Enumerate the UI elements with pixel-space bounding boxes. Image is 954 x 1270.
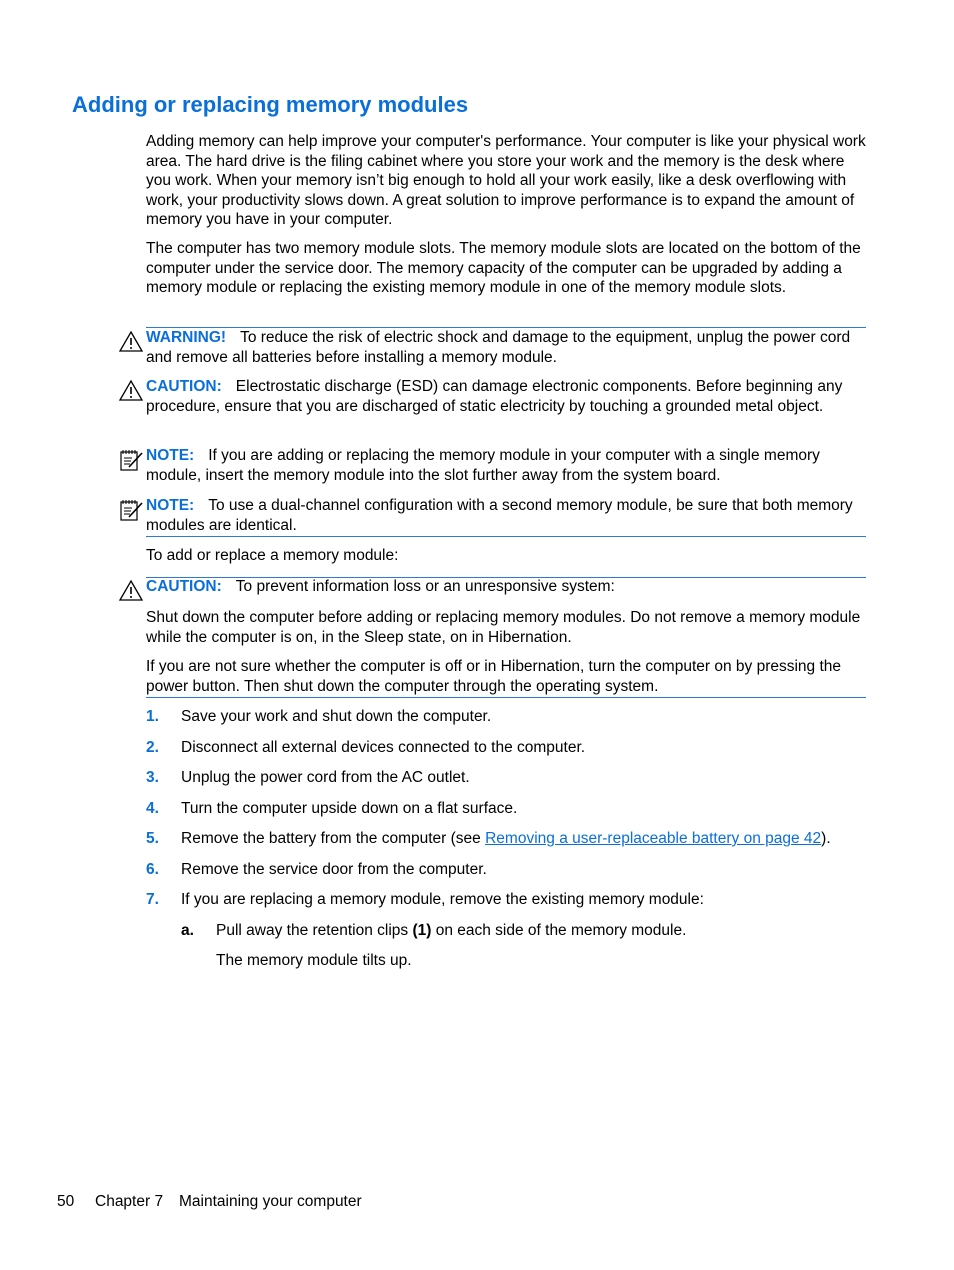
caution-label: CAUTION: [146,378,222,395]
substep-text-after: on each side of the memory module. [431,922,687,939]
step-number: 2. [146,739,159,756]
caution-paragraph-1: Shut down the computer before adding or replacing memory modules. Do not remove a memory module while the computer is on, in the Sleep state, on in Hibernation. [146,609,861,646]
substep-result: The memory module tilts up. [216,952,412,969]
callout-number: (1) [412,922,432,939]
step-text: If you are replacing a memory module, remove the existing memory module: [181,891,704,908]
intro-paragraph-2: The computer has two memory module slots. The memory module slots are located on the bottom of the computer under the service door. The memory capacity of the computer can be upgraded by adding a memory module or replacing the existing memory module in one of the memory module slots. [146,240,861,296]
footer-chapter-title: Maintaining your computer [179,1193,362,1210]
step-text [181,829,831,849]
notice-rule-bottom [146,536,866,537]
battery-page-link[interactable]: Removing a user-replaceable battery on page 42 [485,830,822,847]
caution-triangle-icon [118,379,144,403]
section-heading: Adding or replacing memory modules [72,92,469,117]
step-text: Save your work and shut down the computer. [181,708,492,725]
caution-info-loss-notice [146,577,866,597]
caution-paragraph-2: If you are not sure whether the computer is off or in Hibernation, turn the computer on by pressing the power button. Then shut down the computer through the operating system. [146,658,842,695]
lead-in-text: To add or replace a memory module: [146,547,399,564]
note-icon [118,498,144,522]
intro-paragraph-1: Adding memory can help improve your computer's performance. Your computer is like your physical work area. The hard drive is the filing cabinet where you store your work and the memory is the desk where you work. When your memory isn’t big enough to hold all your work easily, like a desk overflowing with work, your productivity slows down. A great solution to improve performance is to expand the amount of memory you have in your computer. [146,133,866,228]
step-text-after: ). [821,830,831,847]
note-label: NOTE: [146,497,195,514]
step-number: 1. [146,708,159,725]
note-single-module [146,446,866,485]
step-text: Unplug the power cord from the AC outlet. [181,769,470,786]
substep-letter: a. [181,922,194,939]
warning-notice [146,328,866,367]
note-label: NOTE: [146,447,195,464]
caution-text: To prevent information loss or an unresponsive system: [235,578,615,595]
caution-text: Electrostatic discharge (ESD) can damage electronic components. Before beginning any procedure, ensure that you are discharged of static electricity by touching a grounded metal object. [146,378,843,415]
note-dual-channel [146,496,866,535]
caution-esd-notice [146,377,866,416]
step-number: 3. [146,769,159,786]
step-number: 5. [146,830,159,847]
note-text: If you are adding or replacing the memory module in your computer with a single memory module, insert the memory module into the slot further away from the system board. [146,447,820,484]
step-text: Disconnect all external devices connected to the computer. [181,739,586,756]
step-number: 4. [146,800,159,817]
note-text: To use a dual-channel configuration with a second memory module, be sure that both memory modules are identical. [146,497,853,534]
warning-text: To reduce the risk of electric shock and damage to the equipment, unplug the power cord and remove all batteries before installing a memory module. [146,329,851,366]
step-number: 7. [146,891,159,908]
substep-text-before: Pull away the retention clips [216,922,413,939]
caution-rule-bottom [146,697,866,698]
step-number: 6. [146,861,159,878]
footer-page-number: 50 [57,1193,75,1210]
footer-chapter: Chapter 7 [95,1193,164,1210]
step-text: Remove the service door from the computer. [181,861,487,878]
warning-label: WARNING! [146,329,227,346]
note-icon [118,448,144,472]
caution-triangle-icon [118,579,144,603]
warning-triangle-icon [118,330,144,354]
step-text: Turn the computer upside down on a flat surface. [181,800,518,817]
substep-text [216,921,686,941]
step-text-before: Remove the battery from the computer (see [181,830,486,847]
caution-label: CAUTION: [146,578,222,595]
